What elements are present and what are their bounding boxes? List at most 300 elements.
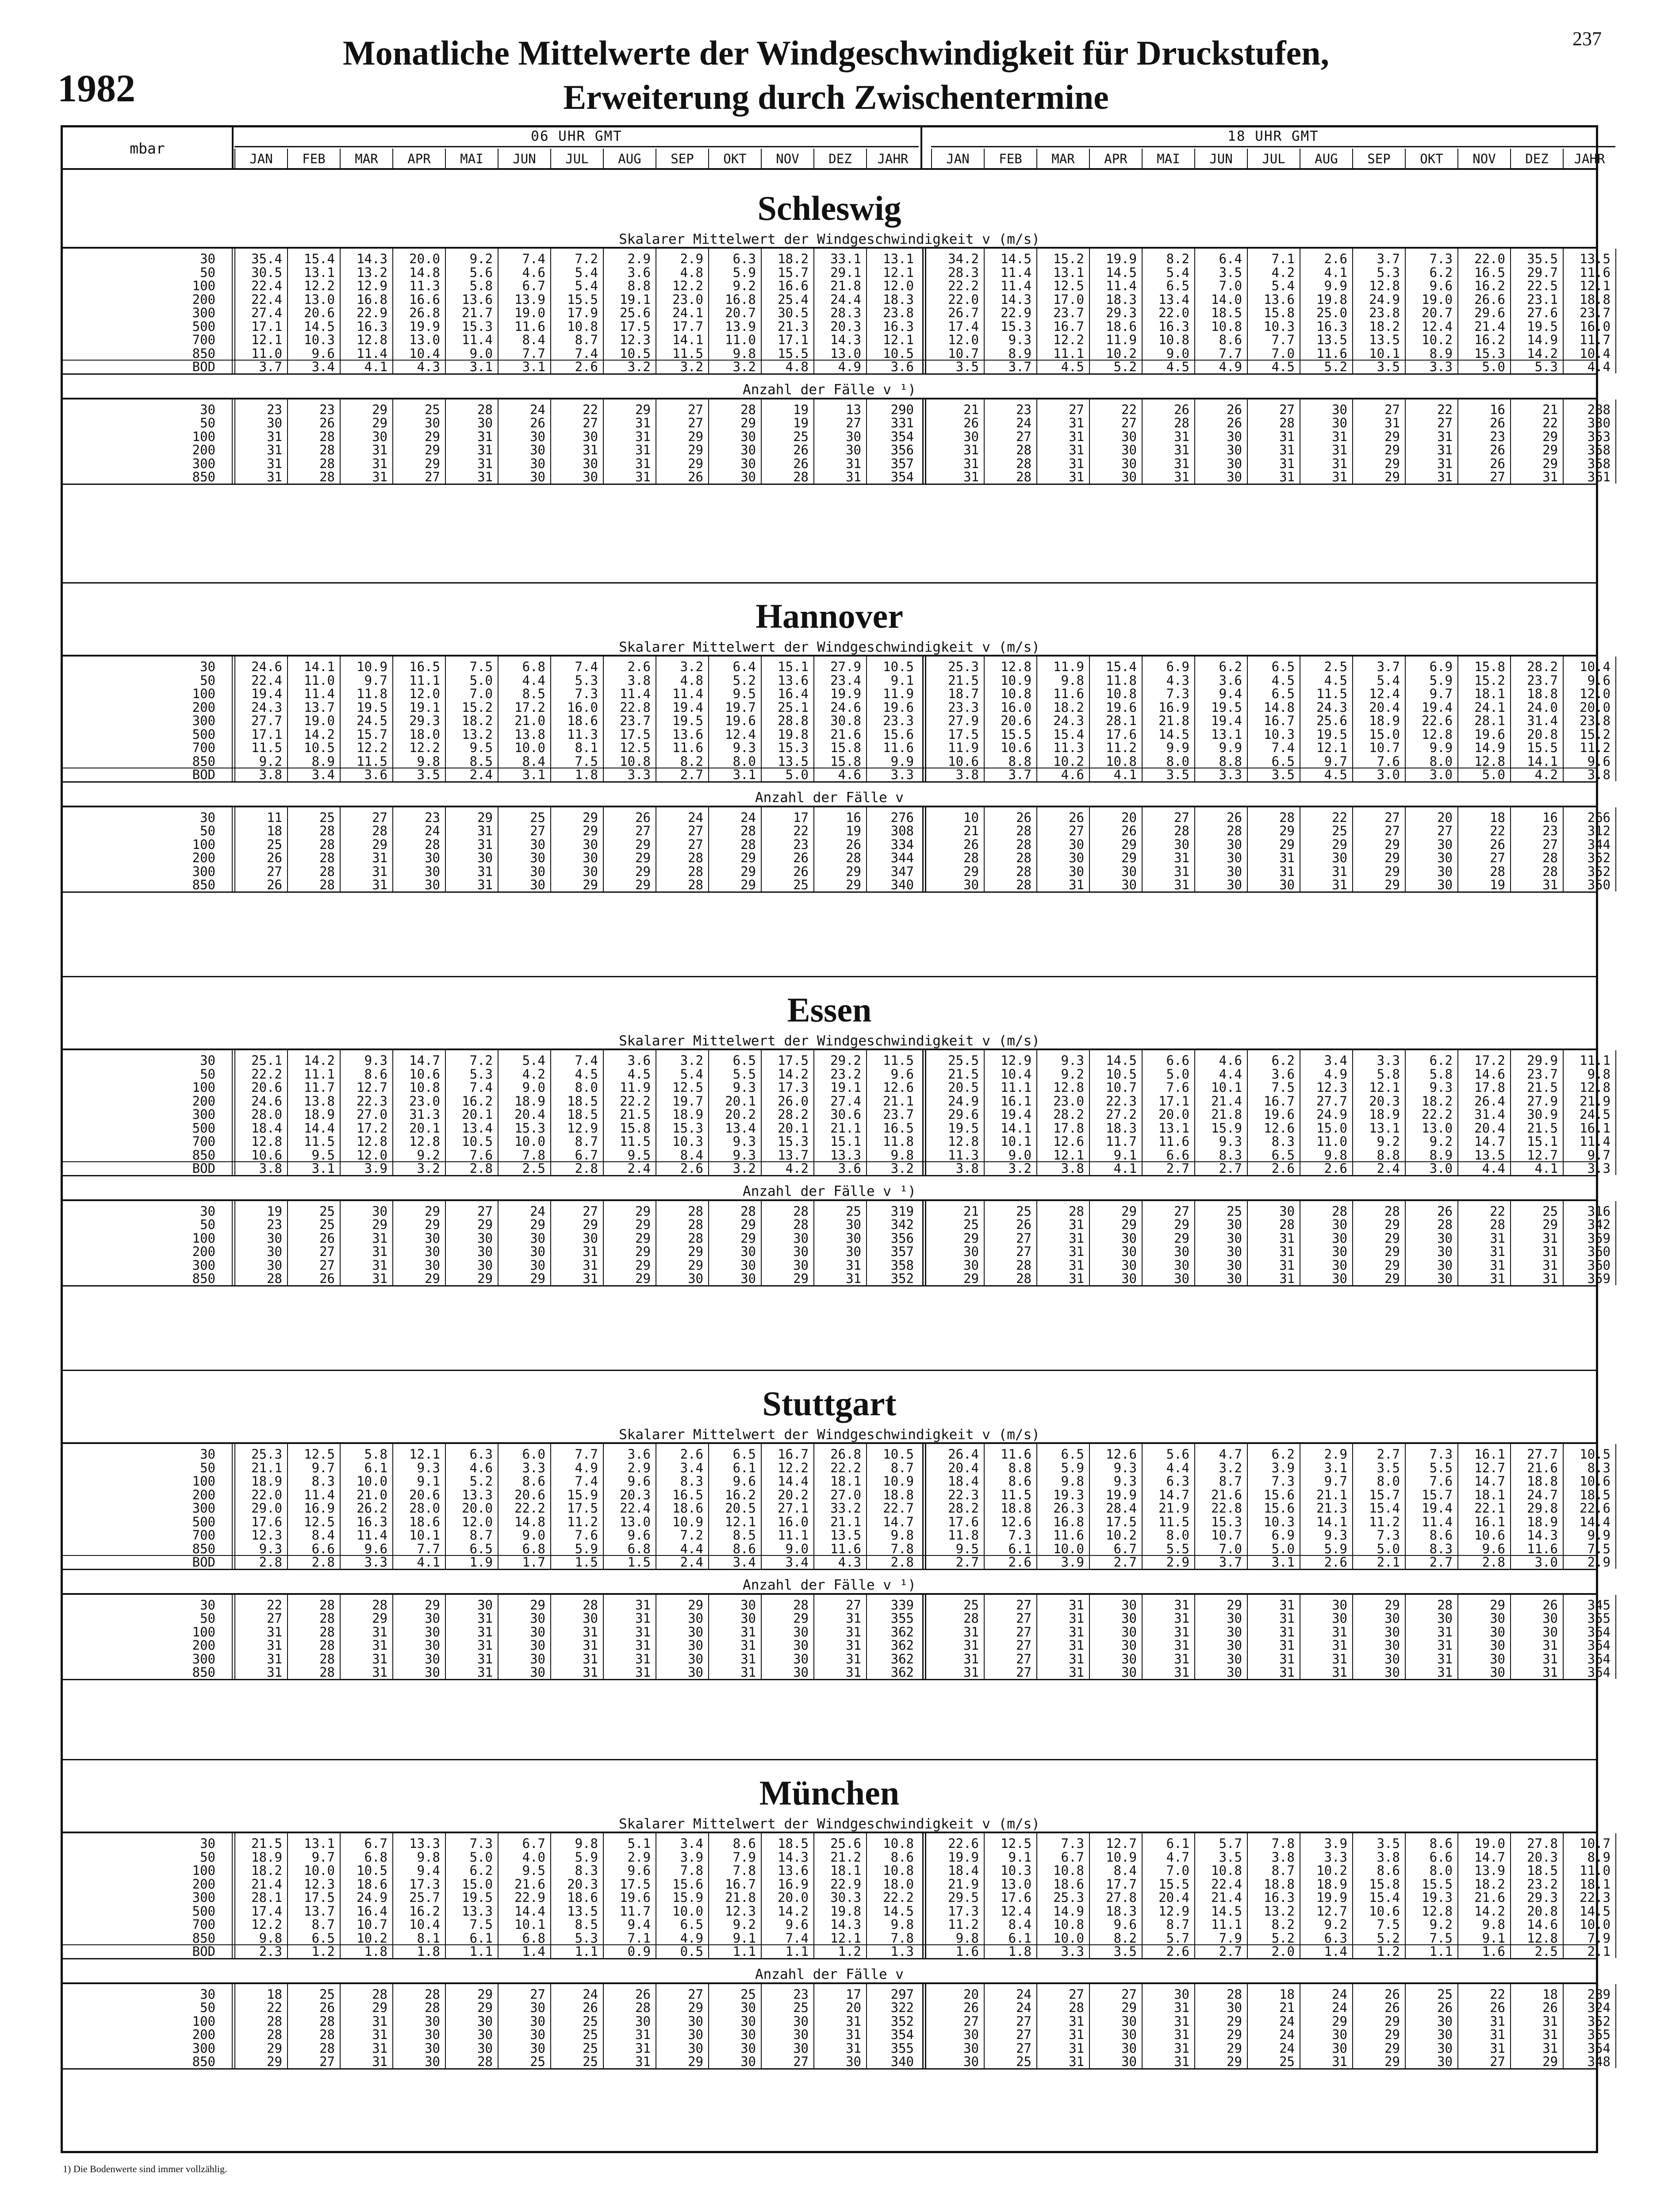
cell-v06-mar: 28 — [372, 1986, 387, 2002]
cell-v18-okt: 19.4 — [1422, 699, 1453, 715]
cell-v06-mai: 15.2 — [462, 699, 493, 715]
cell-v06-jan: 29.0 — [251, 1501, 282, 1516]
cell-v06-jan: 26 — [267, 877, 282, 892]
cell-v06-jahr: 362 — [890, 1665, 914, 1680]
cell-v06-jul: 7.4 — [575, 1474, 598, 1489]
cell-v18-apr: 28.1 — [1106, 713, 1137, 728]
cell-v06-dez: 15.1 — [830, 1134, 861, 1149]
cell-v18-mar: 24.3 — [1053, 713, 1084, 728]
cell-v18-apr: 29 — [1121, 837, 1137, 852]
cell-v18-jan: 25 — [963, 1217, 979, 1232]
cell-v06-okt: 28 — [740, 1203, 756, 1219]
count-caption: Anzahl der Fälle v ¹) — [743, 1577, 916, 1593]
cell-v18-feb: 8.6 — [1008, 1474, 1032, 1489]
cell-v18-jan: 28 — [963, 1611, 979, 1626]
cell-v18-sep: 5.3 — [1377, 265, 1400, 280]
cell-v06-feb: 19.0 — [304, 713, 335, 728]
cell-v18-aug: 16.3 — [1316, 319, 1347, 334]
cell-v18-jul: 28 — [1279, 415, 1295, 430]
cell-v18-jahr: 7.5 — [1587, 1541, 1611, 1556]
cell-v06-jahr: 13.1 — [883, 251, 914, 266]
cell-v06-dez: 4.3 — [838, 1555, 861, 1570]
cell-v06-jun: 27 — [530, 823, 545, 838]
cell-v06-jan: 21.5 — [251, 1836, 282, 1851]
cell-v06-apr: 28.0 — [409, 1501, 440, 1516]
cell-v18-aug: 5.2 — [1324, 359, 1347, 374]
cell-v18-apr: 18.3 — [1106, 1903, 1137, 1919]
cell-v18-jahr: 354 — [1587, 2040, 1611, 2056]
cell-v06-jun: 30 — [530, 850, 545, 865]
cell-v06-mar: 15.7 — [357, 726, 387, 742]
cell-v06-mar: 11.5 — [357, 753, 387, 769]
cell-v06-jun: 3.1 — [522, 767, 545, 782]
cell-v18-aug: 27.7 — [1316, 1093, 1347, 1109]
cell-v18-dez: 21.5 — [1527, 1080, 1558, 1095]
cell-v18-jul: 6.2 — [1271, 1053, 1295, 1068]
cell-v06-mai: 30 — [477, 2040, 493, 2056]
cell-v06-okt: 3.1 — [732, 767, 756, 782]
cell-v18-jun: 3.7 — [1219, 1555, 1242, 1570]
cell-v18-aug: 29 — [1332, 837, 1347, 852]
cell-v06-sep: 30 — [688, 1638, 703, 1653]
cell-v06-dez: 27.4 — [830, 1093, 861, 1109]
month-header-aug: AUG — [603, 149, 656, 169]
cell-v18-mai: 31 — [1174, 1611, 1189, 1626]
cell-v18-okt: 27 — [1437, 823, 1453, 838]
cell-v06-aug: 31 — [635, 429, 651, 444]
cell-v06-jan: 27.7 — [251, 713, 282, 728]
cell-v18-jun: 15.3 — [1211, 1514, 1242, 1529]
cell-v18-feb: 9.1 — [1008, 1849, 1032, 1865]
cell-v06-jan: 31 — [267, 469, 282, 484]
cell-v06-nov: 25.4 — [778, 292, 809, 307]
cell-v18-jul: 28 — [1279, 1217, 1295, 1232]
cell-v18-dez: 31 — [1542, 1230, 1558, 1246]
cell-v18-okt: 30 — [1437, 1611, 1453, 1626]
cell-v06-dez: 11.6 — [830, 1541, 861, 1556]
cell-v06-mai: 30 — [477, 1597, 493, 1613]
cell-v18-jul: 7.7 — [1271, 332, 1295, 347]
cell-v18-sep: 12.4 — [1369, 686, 1400, 701]
cell-v18-sep: 15.7 — [1369, 1487, 1400, 1502]
cell-v06-jul: 31 — [583, 1665, 598, 1680]
mean-caption: Skalarer Mittelwert der Windgeschwindigkeit v (m/s) — [619, 231, 1040, 247]
cell-v06-okt: 8.5 — [732, 1528, 756, 1543]
cell-v18-sep: 27 — [1384, 402, 1400, 417]
cell-v06-aug: 2.9 — [627, 1849, 651, 1865]
cell-v18-feb: 27 — [1016, 2013, 1032, 2029]
cell-v18-mai: 16.9 — [1158, 699, 1189, 715]
cell-v18-mai: 6.3 — [1166, 1474, 1189, 1489]
cell-v18-apr: 30 — [1121, 429, 1137, 444]
cell-v06-jun: 30 — [530, 877, 545, 892]
cell-v18-jun: 11.1 — [1211, 1917, 1242, 1932]
cell-v18-okt: 10.2 — [1422, 332, 1453, 347]
cell-v06-jan: 29 — [267, 2040, 282, 2056]
cell-v06-okt: 30 — [740, 2000, 756, 2015]
cell-v18-jul: 8.7 — [1271, 1863, 1295, 1878]
cell-v18-jul: 3.5 — [1271, 767, 1295, 782]
cell-v06-apr: 16.5 — [409, 659, 440, 674]
cell-v18-jun: 7.0 — [1219, 1541, 1242, 1556]
pressure-level: 200 — [192, 442, 215, 457]
pressure-level: 30 — [200, 1053, 215, 1068]
cell-v18-feb: 27 — [1016, 1651, 1032, 1667]
cell-v06-apr: 18.6 — [409, 1514, 440, 1529]
table-row — [63, 1460, 1611, 1475]
cell-v06-dez: 30.6 — [830, 1107, 861, 1122]
cell-v06-mai: 30 — [477, 1244, 493, 1259]
cell-v18-sep: 29 — [1384, 1244, 1400, 1259]
cell-v06-dez: 13.3 — [830, 1147, 861, 1163]
cell-v18-feb: 28 — [1016, 850, 1032, 865]
table-header — [63, 127, 1605, 170]
cell-v18-mar: 12.8 — [1053, 1080, 1084, 1095]
cell-v18-mai: 27 — [1174, 1203, 1189, 1219]
cell-v06-sep: 3.4 — [680, 1836, 703, 1851]
cell-v06-jan: 22.2 — [251, 1066, 282, 1082]
cell-v18-mai: 17.1 — [1158, 1093, 1189, 1109]
cell-v18-okt: 19.0 — [1422, 292, 1453, 307]
cell-v18-mai: 8.0 — [1166, 1528, 1189, 1543]
cell-v18-mar: 23.0 — [1053, 1093, 1084, 1109]
table-row — [63, 1836, 1611, 1851]
cell-v06-mai: 29 — [477, 1217, 493, 1232]
cell-v06-jahr: 354 — [890, 429, 914, 444]
pressure-level: 850 — [192, 1930, 215, 1946]
table-row — [63, 1903, 1611, 1919]
cell-v18-jan: 22.3 — [948, 1487, 979, 1502]
cell-v06-aug: 31 — [635, 1624, 651, 1640]
cell-v06-okt: 6.5 — [732, 1447, 756, 1462]
month-header-sep: SEP — [656, 149, 708, 169]
cell-v18-feb: 14.3 — [1001, 292, 1032, 307]
cell-v06-sep: 8.2 — [680, 753, 703, 769]
cell-v06-sep: 27 — [688, 1986, 703, 2002]
cell-v18-jahr: 364 — [1587, 1624, 1611, 1640]
cell-v18-okt: 30 — [1437, 1244, 1453, 1259]
cell-v18-jun: 30 — [1227, 456, 1242, 471]
cell-v06-apr: 29 — [425, 442, 440, 457]
count-table — [63, 1199, 1611, 1286]
cell-v18-nov: 9.1 — [1482, 1930, 1505, 1946]
cell-v18-okt: 5.9 — [1429, 672, 1453, 688]
cell-v18-aug: 11.6 — [1316, 346, 1347, 361]
cell-v18-nov: 13.5 — [1474, 1147, 1505, 1163]
cell-v18-dez: 18 — [1542, 1986, 1558, 2002]
cell-v18-jul: 24 — [1279, 2013, 1295, 2029]
cell-v18-aug: 9.9 — [1324, 278, 1347, 293]
cell-v06-sep: 2.6 — [680, 1161, 703, 1176]
pressure-level: 200 — [192, 1638, 215, 1653]
cell-v18-jan: 21 — [963, 823, 979, 838]
cell-v18-mar: 28.2 — [1053, 1107, 1084, 1122]
cell-v18-okt: 30 — [1437, 2013, 1453, 2029]
cell-v18-jun: 9.9 — [1219, 740, 1242, 755]
cell-v18-apr: 29 — [1121, 1217, 1137, 1232]
cell-v06-jan: 22 — [267, 1597, 282, 1613]
cell-v06-jun: 30 — [530, 1244, 545, 1259]
cell-v06-jun: 29 — [530, 1597, 545, 1613]
cell-v18-mar: 30 — [1069, 837, 1084, 852]
cell-v06-feb: 25 — [319, 1217, 335, 1232]
cell-v18-jul: 7.5 — [1271, 1080, 1295, 1095]
cell-v18-sep: 18.9 — [1369, 713, 1400, 728]
cell-v18-dez: 29.8 — [1527, 1501, 1558, 1516]
cell-v18-jan: 26.4 — [948, 1447, 979, 1462]
cell-v18-jahr: 10.6 — [1580, 1474, 1611, 1489]
cell-v06-aug: 13.0 — [620, 1514, 651, 1529]
table-row — [63, 672, 1611, 688]
cell-v18-jan: 21.5 — [948, 1066, 979, 1082]
cell-v06-okt: 29 — [740, 415, 756, 430]
cell-v18-nov: 31.4 — [1474, 1107, 1505, 1122]
cell-v18-dez: 20.8 — [1527, 1903, 1558, 1919]
cell-v06-jun: 9.5 — [522, 1863, 545, 1878]
cell-v06-mai: 16.2 — [462, 1093, 493, 1109]
cell-v06-sep: 11.6 — [672, 740, 703, 755]
cell-v06-sep: 28 — [688, 1217, 703, 1232]
cell-v06-mai: 31 — [477, 469, 493, 484]
cell-v18-jul: 6.2 — [1271, 1447, 1295, 1462]
cell-v06-jahr: 331 — [890, 415, 914, 430]
cell-v06-aug: 19.6 — [620, 1890, 651, 1905]
cell-v06-apr: 11.1 — [409, 672, 440, 688]
cell-v18-okt: 3.0 — [1429, 1161, 1453, 1176]
cell-v06-apr: 20.6 — [409, 1487, 440, 1502]
cell-v06-jul: 1.1 — [575, 1944, 598, 1959]
cell-v06-dez: 19.1 — [830, 1080, 861, 1095]
cell-v18-jul: 10.3 — [1264, 1514, 1295, 1529]
cell-v18-nov: 30 — [1490, 1611, 1505, 1626]
table-row — [63, 1093, 1611, 1109]
pressure-level: 850 — [192, 1147, 215, 1163]
cell-v18-mai: 30 — [1174, 1244, 1189, 1259]
section-separator — [63, 976, 1596, 977]
cell-v18-jul: 2.0 — [1271, 1944, 1295, 1959]
cell-v18-dez: 24.7 — [1527, 1487, 1558, 1502]
cell-v18-mar: 3.3 — [1061, 1944, 1084, 1959]
cell-v06-okt: 3.2 — [732, 359, 756, 374]
cell-v18-sep: 31 — [1384, 415, 1400, 430]
cell-v06-sep: 30 — [688, 1665, 703, 1680]
cell-v06-jan: 17.6 — [251, 1514, 282, 1529]
cell-v18-feb: 26 — [1016, 1217, 1032, 1232]
cell-v18-apr: 18.3 — [1106, 1120, 1137, 1136]
cell-v18-jul: 25 — [1279, 2054, 1295, 2069]
cell-v18-mai: 10.8 — [1158, 332, 1189, 347]
cell-v06-mai: 7.3 — [469, 1836, 493, 1851]
cell-v06-nov: 30 — [793, 2027, 809, 2042]
cell-v18-apr: 10.2 — [1106, 346, 1137, 361]
cell-v18-mai: 16.3 — [1158, 319, 1189, 334]
pressure-level: 100 — [192, 278, 215, 293]
cell-v06-nov: 25.1 — [778, 699, 809, 715]
cell-v06-dez: 17 — [846, 1986, 861, 2002]
cell-v06-mai: 2.4 — [469, 767, 493, 782]
cell-v18-jahr: 289 — [1587, 1986, 1611, 2002]
cell-v18-mai: 28 — [1174, 415, 1189, 430]
count-caption: Anzahl der Fälle v ¹) — [743, 381, 916, 398]
cell-v06-apr: 30 — [425, 1244, 440, 1259]
cell-v06-apr: 10.1 — [409, 1528, 440, 1543]
cell-v06-mar: 31 — [372, 1638, 387, 1653]
cell-v18-jahr: 361 — [1587, 469, 1611, 484]
cell-v18-jul: 4.2 — [1271, 265, 1295, 280]
cell-v06-nov: 7.4 — [785, 1930, 809, 1946]
mean-table — [63, 1442, 1611, 1570]
pressure-level: 200 — [192, 699, 215, 715]
cell-v18-dez: 27.9 — [1527, 1093, 1558, 1109]
cell-v18-mai: 5.5 — [1166, 1541, 1189, 1556]
cell-v06-jahr: 10.5 — [883, 659, 914, 674]
table-row — [63, 319, 1611, 334]
cell-v06-okt: 9.3 — [732, 740, 756, 755]
cell-v06-feb: 28 — [319, 456, 335, 471]
cell-v06-feb: 11.0 — [304, 672, 335, 688]
cell-v06-aug: 11.9 — [620, 1080, 651, 1095]
cell-v06-jul: 27 — [583, 415, 598, 430]
cell-v18-nov: 22.0 — [1474, 251, 1505, 266]
cell-v18-sep: 10.7 — [1369, 740, 1400, 755]
cell-v06-dez: 30 — [846, 1244, 861, 1259]
cell-v18-jun: 29 — [1227, 2013, 1242, 2029]
cell-v18-mar: 26 — [1069, 810, 1084, 825]
cell-v06-aug: 31 — [635, 1651, 651, 1667]
cell-v06-sep: 4.9 — [680, 1930, 703, 1946]
table-row — [63, 1474, 1611, 1489]
cell-v06-jul: 8.3 — [575, 1863, 598, 1878]
cell-v18-jun: 30 — [1227, 1257, 1242, 1273]
cell-v06-nov: 26 — [793, 850, 809, 865]
cell-v06-jul: 8.0 — [575, 1080, 598, 1095]
cell-v06-mar: 29 — [372, 837, 387, 852]
cell-v18-jul: 4.5 — [1271, 359, 1295, 374]
cell-v06-jahr: 19.6 — [883, 699, 914, 715]
cell-v18-jan: 26 — [963, 2000, 979, 2015]
cell-v18-dez: 4.2 — [1534, 767, 1558, 782]
cell-v06-apr: 25.7 — [409, 1890, 440, 1905]
cell-v18-jul: 31 — [1279, 1611, 1295, 1626]
cell-v18-mar: 27 — [1069, 823, 1084, 838]
cell-v18-nov: 13.9 — [1474, 1863, 1505, 1878]
pressure-level: 30 — [200, 659, 215, 674]
cell-v18-jan: 34.2 — [948, 251, 979, 266]
cell-v06-nov: 28.8 — [778, 713, 809, 728]
cell-v06-aug: 30 — [635, 2013, 651, 2029]
column-divider — [1615, 249, 1616, 373]
cell-v18-nov: 31 — [1490, 2027, 1505, 2042]
cell-v18-mar: 31 — [1069, 429, 1084, 444]
cell-v18-apr: 19.9 — [1106, 251, 1137, 266]
cell-v18-mai: 31 — [1174, 2013, 1189, 2029]
cell-v18-jul: 31 — [1279, 1665, 1295, 1680]
cell-v18-nov: 17.8 — [1474, 1080, 1505, 1095]
cell-v06-jun: 3.1 — [522, 359, 545, 374]
cell-v18-sep: 3.3 — [1377, 1053, 1400, 1068]
cell-v06-jan: 22.0 — [251, 1487, 282, 1502]
cell-v18-jahr: 353 — [1587, 429, 1611, 444]
cell-v06-sep: 30 — [688, 1624, 703, 1640]
cell-v06-sep: 3.2 — [680, 659, 703, 674]
cell-v18-sep: 3.0 — [1377, 767, 1400, 782]
cell-v18-sep: 18.2 — [1369, 319, 1400, 334]
cell-v06-sep: 24.1 — [672, 305, 703, 320]
cell-v06-aug: 21.5 — [620, 1107, 651, 1122]
cell-v18-sep: 29 — [1384, 2054, 1400, 2069]
cell-v06-jul: 5.4 — [575, 278, 598, 293]
cell-v06-feb: 11.4 — [304, 1487, 335, 1502]
cell-v18-okt: 12.8 — [1422, 726, 1453, 742]
cell-v18-feb: 26 — [1016, 810, 1032, 825]
cell-v06-okt: 9.3 — [732, 1147, 756, 1163]
cell-v18-mar: 28 — [1069, 1203, 1084, 1219]
cell-v18-aug: 9.2 — [1324, 1917, 1347, 1932]
cell-v06-okt: 9.6 — [732, 1474, 756, 1489]
cell-v06-jun: 30 — [530, 1638, 545, 1653]
cell-v06-jan: 3.8 — [259, 767, 282, 782]
cell-v06-jun: 30 — [530, 1257, 545, 1273]
cell-v06-feb: 11.4 — [304, 686, 335, 701]
cell-v06-mar: 31 — [372, 2027, 387, 2042]
cell-v06-okt: 31 — [740, 1651, 756, 1667]
cell-v18-jun: 4.9 — [1219, 359, 1242, 374]
cell-v18-sep: 29 — [1384, 1271, 1400, 1286]
table-row — [63, 456, 1611, 471]
cell-v18-aug: 19.5 — [1316, 726, 1347, 742]
cell-v06-okt: 20.5 — [725, 1501, 756, 1516]
cell-v18-apr: 9.6 — [1113, 1917, 1137, 1932]
cell-v06-nov: 19 — [793, 402, 809, 417]
cell-v18-mar: 31 — [1069, 2040, 1084, 2056]
cell-v06-apr: 1.8 — [417, 1944, 440, 1959]
pressure-level: 500 — [192, 1120, 215, 1136]
mean-caption: Skalarer Mittelwert der Windgeschwindigkeit v (m/s) — [619, 1816, 1040, 1832]
cell-v06-mar: 3.3 — [364, 1555, 387, 1570]
cell-v18-sep: 29 — [1384, 850, 1400, 865]
cell-v06-sep: 30 — [688, 2013, 703, 2029]
cell-v06-apr: 29 — [425, 1203, 440, 1219]
cell-v18-mai: 11.5 — [1158, 1514, 1189, 1529]
table-row — [63, 1501, 1611, 1516]
cell-v18-jun: 29 — [1227, 2040, 1242, 2056]
cell-v18-sep: 29 — [1384, 442, 1400, 457]
cell-v18-apr: 30 — [1121, 442, 1137, 457]
cell-v18-jun: 7.0 — [1219, 278, 1242, 293]
cell-v06-mar: 14.3 — [357, 251, 387, 266]
cell-v18-mai: 21.9 — [1158, 1501, 1189, 1516]
cell-v18-okt: 31 — [1437, 1624, 1453, 1640]
cell-v18-nov: 19 — [1490, 877, 1505, 892]
cell-v18-mar: 31 — [1069, 1624, 1084, 1640]
cell-v18-dez: 31 — [1542, 2013, 1558, 2029]
cell-v06-mar: 13.2 — [357, 265, 387, 280]
month-header-jul: JUL — [1247, 149, 1300, 169]
cell-v18-jul: 16.7 — [1264, 1093, 1295, 1109]
count-caption: Anzahl der Fälle v — [755, 789, 904, 806]
cell-v06-apr: 9.4 — [417, 1863, 440, 1878]
month-header-jan: JAN — [931, 149, 984, 169]
cell-v18-dez: 2.5 — [1534, 1944, 1558, 1959]
cell-v18-jan: 31 — [963, 1665, 979, 1680]
count-table — [63, 1593, 1611, 1680]
cell-v18-aug: 6.3 — [1324, 1930, 1347, 1946]
cell-v18-mai: 31 — [1174, 1638, 1189, 1653]
cell-v06-okt: 16.7 — [725, 1876, 756, 1892]
cell-v06-sep: 4.8 — [680, 672, 703, 688]
cell-v18-feb: 24 — [1016, 2000, 1032, 2015]
cell-v18-okt: 12.8 — [1422, 1903, 1453, 1919]
